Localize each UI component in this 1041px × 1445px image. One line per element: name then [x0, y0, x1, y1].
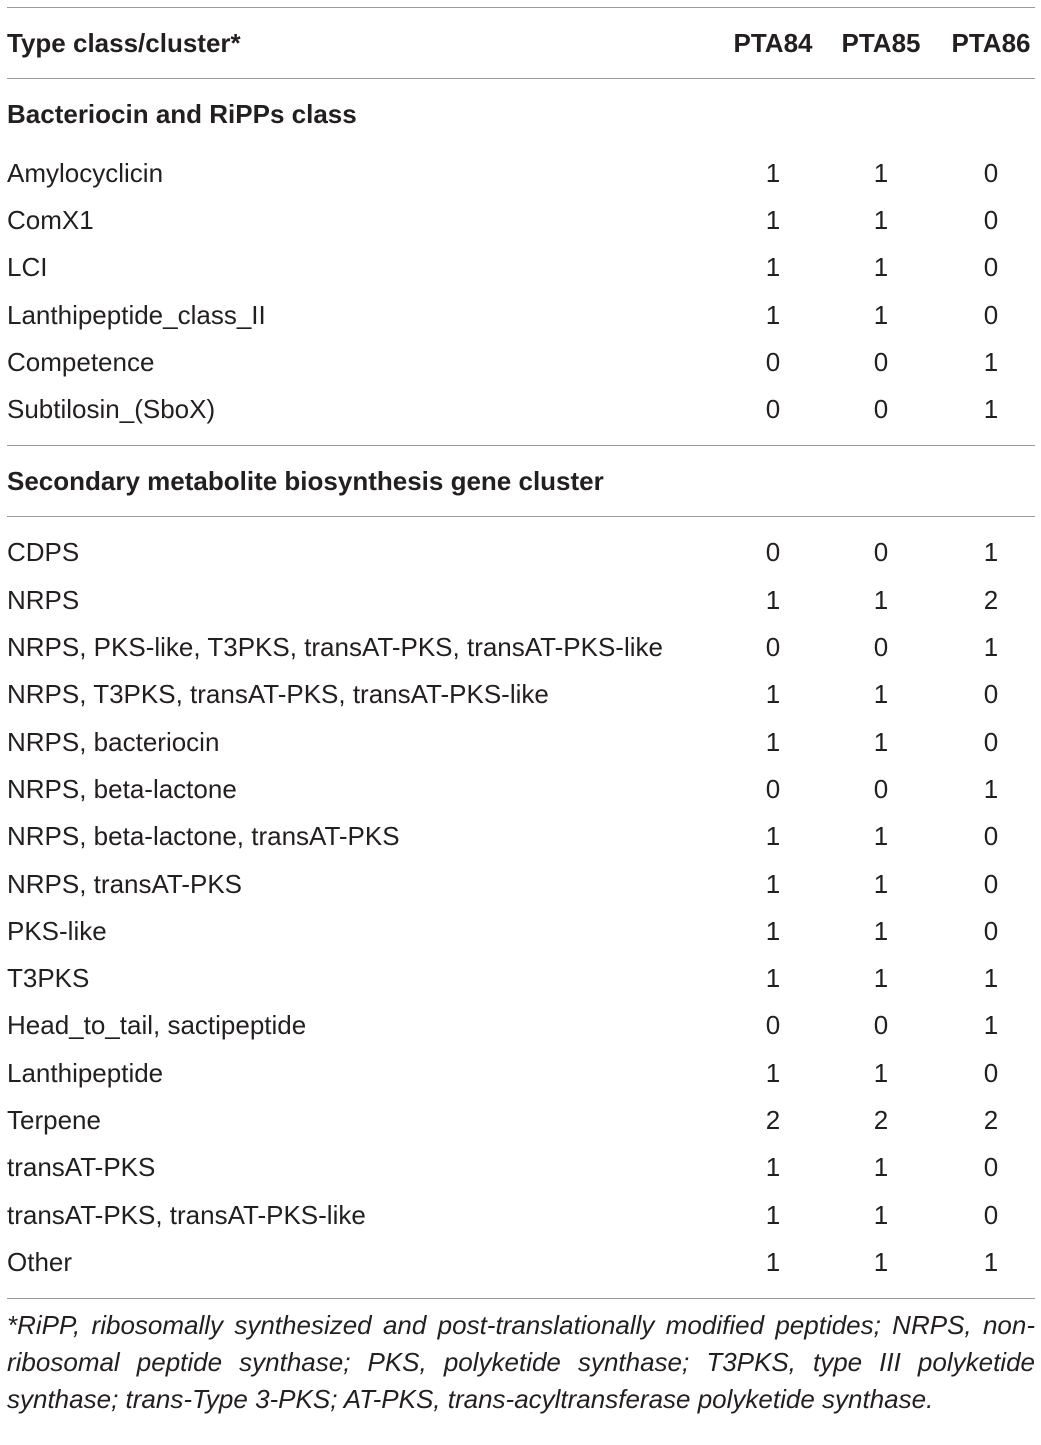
- row-value-pta86: 2: [983, 584, 999, 615]
- row-label: LCI: [7, 252, 48, 283]
- row-value-pta84: 0: [765, 1010, 781, 1041]
- row-value-pta85: 0: [873, 537, 889, 568]
- table-row: [7, 765, 1035, 812]
- row-value-pta86: 1: [983, 1010, 999, 1041]
- row-label: NRPS, beta-lactone: [7, 773, 237, 804]
- section-title-secondary: [7, 446, 1035, 516]
- row-value-pta85: 0: [873, 773, 889, 804]
- row-value-pta85: 1: [873, 915, 889, 946]
- row-value-pta86: 1: [983, 632, 999, 663]
- table-row: [7, 244, 1035, 291]
- table-row: [7, 1191, 1035, 1238]
- row-value-pta85: 1: [873, 1246, 889, 1277]
- row-value-pta84: 1: [765, 299, 781, 330]
- row-value-pta86: 0: [983, 915, 999, 946]
- row-value-pta84: 1: [765, 963, 781, 994]
- row-value-pta85: 1: [873, 584, 889, 615]
- row-value-pta86: 2: [983, 1104, 999, 1135]
- row-value-pta85: 1: [873, 868, 889, 899]
- table-row: [7, 576, 1035, 623]
- row-value-pta85: 1: [873, 1152, 889, 1183]
- table-row: [7, 1002, 1035, 1049]
- row-value-pta84: 1: [765, 679, 781, 710]
- row-value-pta85: 1: [873, 963, 889, 994]
- row-value-pta84: 0: [765, 346, 781, 377]
- table-row: [7, 671, 1035, 718]
- row-value-pta86: 0: [983, 1199, 999, 1230]
- section1-rows: [7, 149, 1035, 433]
- row-value-pta86: 0: [983, 726, 999, 757]
- row-label: T3PKS: [7, 963, 90, 994]
- row-value-pta85: 1: [873, 204, 889, 235]
- table-footnote: *RiPP, ribosomally synthesized and post-translationally modified peptides; NRPS, non-ribosomal peptide synthase; PKS, polyketide synthase; T3PKS, type III polyketide synthase; trans-Type 3-PKS; AT-PKS, trans-acyltransferase polyketide synthase.: [7, 1309, 1035, 1414]
- row-label: CDPS: [7, 537, 80, 568]
- header-pta85: PTA85: [841, 28, 921, 58]
- table-row: [7, 338, 1035, 385]
- row-value-pta84: 1: [765, 726, 781, 757]
- row-label: Lanthipeptide: [7, 1057, 164, 1088]
- row-value-pta84: 1: [765, 584, 781, 615]
- table-row: [7, 907, 1035, 954]
- row-value-pta86: 0: [983, 252, 999, 283]
- row-value-pta85: 1: [873, 1057, 889, 1088]
- header-type-class: Type class/cluster*: [7, 28, 241, 58]
- row-label: Terpene: [7, 1104, 101, 1135]
- row-value-pta84: 1: [765, 1246, 781, 1277]
- table-header: [7, 8, 1035, 78]
- row-value-pta84: 1: [765, 157, 781, 188]
- section-title-bacteriocin: [7, 79, 1035, 149]
- row-value-pta86: 0: [983, 868, 999, 899]
- table-row: [7, 529, 1035, 576]
- row-label: NRPS, beta-lactone, transAT-PKS: [7, 821, 400, 852]
- row-label: transAT-PKS, transAT-PKS-like: [7, 1199, 366, 1230]
- row-value-pta84: 0: [765, 773, 781, 804]
- row-value-pta84: 0: [765, 537, 781, 568]
- row-label: Lanthipeptide_class_II: [7, 299, 266, 330]
- row-value-pta84: 1: [765, 1057, 781, 1088]
- row-value-pta86: 0: [983, 679, 999, 710]
- row-value-pta84: 1: [765, 915, 781, 946]
- table-row: [7, 860, 1035, 907]
- row-value-pta85: 1: [873, 821, 889, 852]
- row-value-pta84: 0: [765, 632, 781, 663]
- row-value-pta85: 2: [873, 1104, 889, 1135]
- row-value-pta85: 0: [873, 632, 889, 663]
- row-value-pta86: 1: [983, 1246, 999, 1277]
- row-value-pta85: 1: [873, 252, 889, 283]
- row-value-pta86: 1: [983, 537, 999, 568]
- row-label: Subtilosin_(SboX): [7, 394, 216, 425]
- table-row: [7, 1049, 1035, 1096]
- row-value-pta86: 0: [983, 157, 999, 188]
- table-row: [7, 718, 1035, 765]
- row-value-pta85: 0: [873, 394, 889, 425]
- row-value-pta84: 1: [765, 868, 781, 899]
- row-value-pta85: 1: [873, 726, 889, 757]
- row-value-pta85: 1: [873, 679, 889, 710]
- row-value-pta86: 1: [983, 394, 999, 425]
- row-value-pta85: 1: [873, 299, 889, 330]
- table-row: [7, 623, 1035, 670]
- row-value-pta86: 0: [983, 204, 999, 235]
- table-row: [7, 1096, 1035, 1143]
- row-value-pta84: 1: [765, 1199, 781, 1230]
- section2-title: Secondary metabolite biosynthesis gene cluster: [7, 465, 604, 496]
- row-label: NRPS, transAT-PKS: [7, 868, 243, 899]
- row-value-pta84: 1: [765, 1152, 781, 1183]
- table-row: [7, 1238, 1035, 1285]
- row-value-pta84: 1: [765, 204, 781, 235]
- row-label: NRPS, T3PKS, transAT-PKS, transAT-PKS-like: [7, 679, 549, 710]
- row-value-pta84: 1: [765, 821, 781, 852]
- row-value-pta84: 1: [765, 252, 781, 283]
- row-value-pta85: 0: [873, 1010, 889, 1041]
- row-value-pta86: 1: [983, 773, 999, 804]
- table-row: [7, 813, 1035, 860]
- row-value-pta86: 0: [983, 1152, 999, 1183]
- row-label: Competence: [7, 346, 155, 377]
- row-value-pta85: 1: [873, 157, 889, 188]
- table-container: [7, 0, 1035, 1418]
- row-value-pta85: 0: [873, 346, 889, 377]
- row-label: PKS-like: [7, 915, 107, 946]
- row-label: Other: [7, 1246, 73, 1277]
- row-value-pta84: 0: [765, 394, 781, 425]
- row-value-pta85: 1: [873, 1199, 889, 1230]
- header-pta86: PTA86: [951, 28, 1031, 58]
- row-value-pta86: 0: [983, 821, 999, 852]
- row-label: transAT-PKS: [7, 1152, 156, 1183]
- row-label: ComX1: [7, 204, 94, 235]
- table-row: [7, 954, 1035, 1001]
- row-value-pta86: 0: [983, 299, 999, 330]
- row-label: NRPS, bacteriocin: [7, 726, 220, 757]
- table-row: [7, 385, 1035, 432]
- row-value-pta86: 0: [983, 1057, 999, 1088]
- section1-title: Bacteriocin and RiPPs class: [7, 99, 357, 129]
- table-row: [7, 149, 1035, 196]
- row-label: Amylocyclicin: [7, 157, 164, 188]
- header-pta84: PTA84: [733, 28, 813, 58]
- row-value-pta84: 2: [765, 1104, 781, 1135]
- table-row: [7, 1144, 1035, 1191]
- row-value-pta86: 1: [983, 963, 999, 994]
- table-row: [7, 291, 1035, 338]
- table-row: [7, 196, 1035, 243]
- section2-rows: [7, 529, 1035, 1286]
- row-label: NRPS, PKS-like, T3PKS, transAT-PKS, transAT-PKS-like: [7, 632, 663, 663]
- row-label: Head_to_tail, sactipeptide: [7, 1010, 307, 1041]
- row-value-pta86: 1: [983, 346, 999, 377]
- row-label: NRPS: [7, 584, 80, 615]
